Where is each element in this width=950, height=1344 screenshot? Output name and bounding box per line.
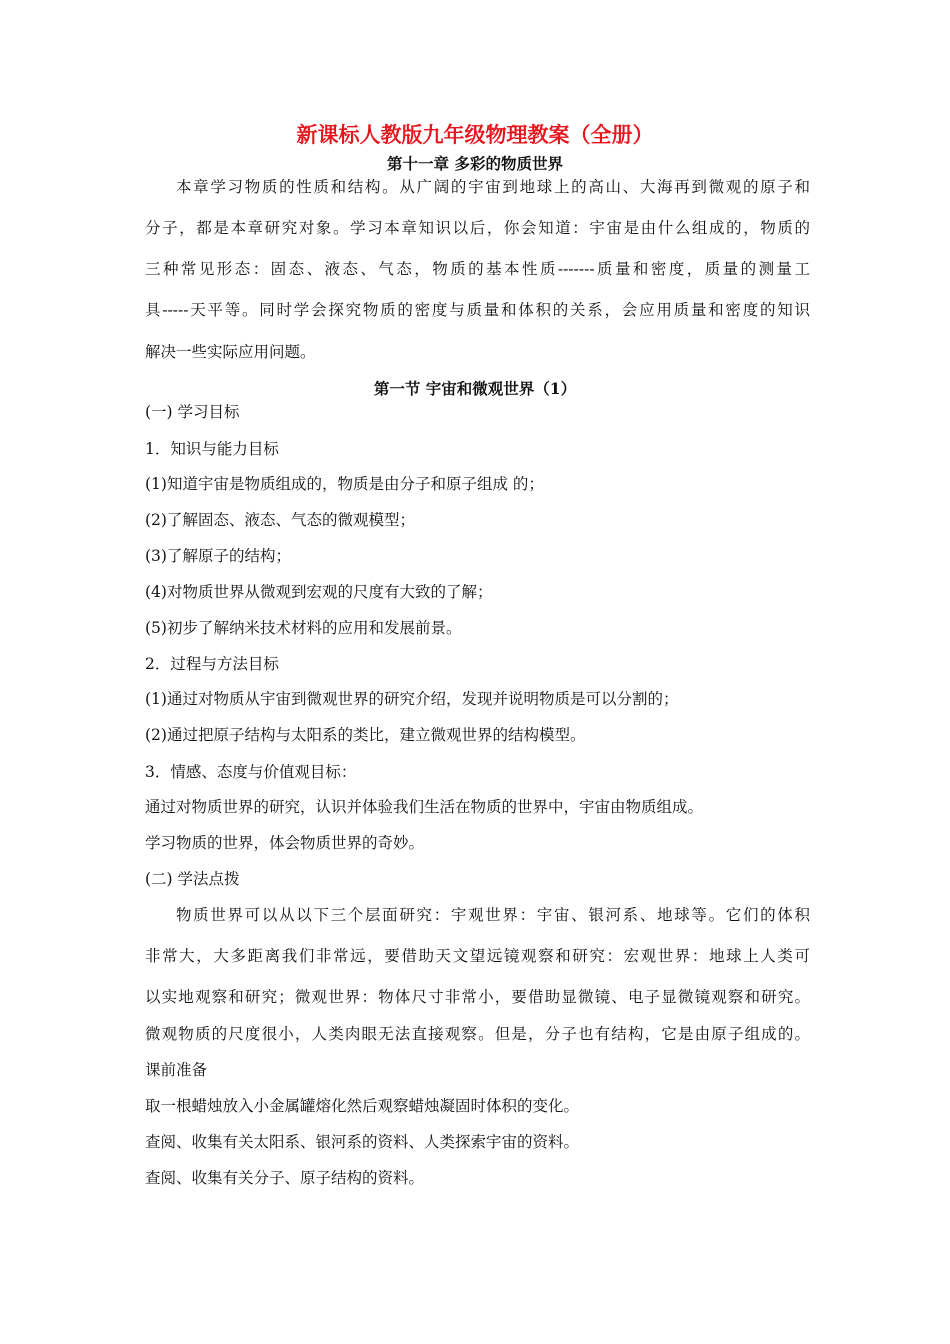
- list-item: (5)初步了解纳米技术材料的应用和发展前景。: [145, 619, 462, 637]
- knowledge-goal-heading: 1．知识与能力目标: [145, 440, 279, 458]
- intro-line: 本章学习物质的性质和结构。从广阔的宇宙到地球上的高山、大海再到微观的原子和: [176, 178, 810, 196]
- list-item: (2)了解固态、液态、气态的微观模型；: [145, 511, 415, 529]
- list-item: (4)对物质世界从微观到宏观的尺度有大致的了解；: [145, 583, 493, 601]
- list-item: 学习物质的世界，体会物质世界的奇妙。: [145, 834, 425, 852]
- method-line: 微观物质的尺度很小，人类肉眼无法直接观察。但是，分子也有结构，它是由原子组成的。: [145, 1025, 810, 1043]
- chapter-title: 第十一章 多彩的物质世界: [387, 154, 563, 173]
- method-heading: (二) 学法点拨: [145, 870, 240, 888]
- list-item: (2)通过把原子结构与太阳系的类比，建立微观世界的结构模型。: [145, 726, 586, 744]
- method-line: 物质世界可以从以下三个层面研究：宇观世界：宇宙、银河系、地球等。它们的体积: [176, 906, 810, 924]
- method-line: 以实地观察和研究；微观世界：物体尺寸非常小，要借助显微镜、电子显微镜观察和研究。: [145, 988, 810, 1006]
- prep-item: 取一根蜡烛放入小金属罐熔化然后观察蜡烛凝固时体积的变化。: [145, 1097, 580, 1115]
- intro-line: 三种常见形态：固态、液态、气态，物质的基本性质-------质量和密度，质量的测量工: [145, 260, 810, 278]
- process-goal-heading: 2．过程与方法目标: [145, 655, 279, 673]
- intro-line: 具-----天平等。同时学会探究物质的密度与质量和体积的关系，会应用质量和密度的知识: [145, 301, 810, 319]
- intro-line: 分子，都是本章研究对象。学习本章知识以后，你会知道：宇宙是由什么组成的，物质的: [145, 219, 810, 237]
- list-item: 通过对物质世界的研究，认识并体验我们生活在物质的世界中，宇宙由物质组成。: [145, 798, 704, 816]
- list-item: (3)了解原子的结构；: [145, 547, 291, 565]
- method-line: 非常大，大多距离我们非常远，要借助天文望远镜观察和研究：宏观世界：地球上人类可: [145, 947, 810, 965]
- prep-item: 查阅、收集有关太阳系、银河系的资料、人类探索宇宙的资料。: [145, 1133, 580, 1151]
- list-item: (1)通过对物质从宇宙到微观世界的研究介绍，发现并说明物质是可以分割的；: [145, 690, 679, 708]
- section-title: 第一节 宇宙和微观世界（1）: [373, 379, 577, 398]
- prep-item: 查阅、收集有关分子、原子结构的资料。: [145, 1169, 425, 1187]
- prep-heading: 课前准备: [145, 1061, 208, 1079]
- list-item: (1)知道宇宙是物质组成的，物质是由分子和原子组成 的；: [145, 475, 544, 493]
- attitude-goal-heading: 3．情感、态度与价值观目标：: [145, 763, 357, 781]
- objectives-heading: (一) 学习目标: [145, 403, 240, 421]
- intro-line: 解决一些实际应用问题。: [145, 343, 316, 361]
- document-title: 新课标人教版九年级物理教案（全册）: [296, 122, 654, 147]
